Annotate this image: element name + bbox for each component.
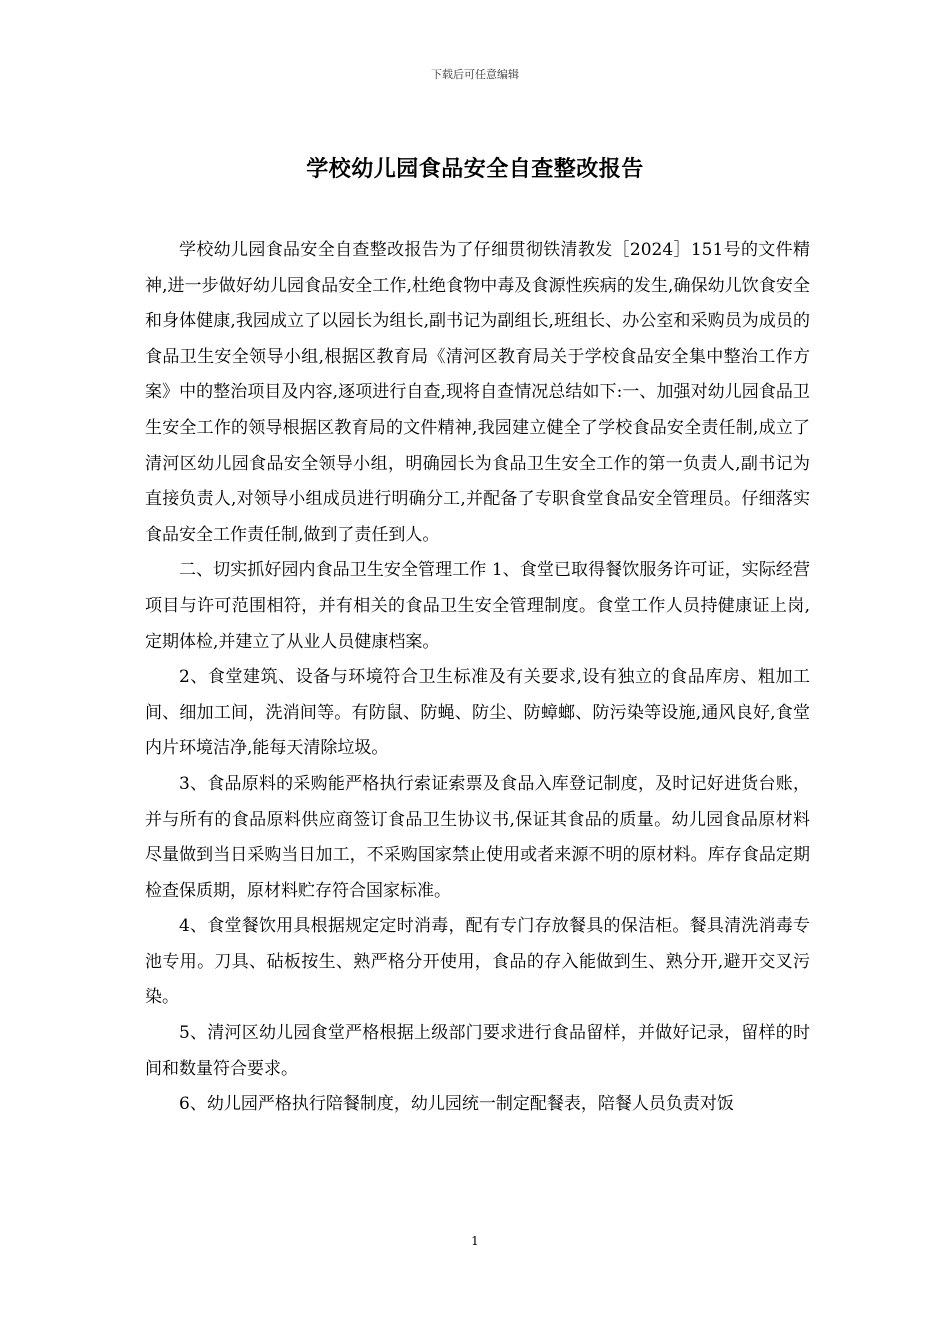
document-title: 学校幼儿园食品安全自查整改报告 <box>306 156 644 182</box>
paragraph: 6、幼儿园严格执行陪餐制度，幼儿园统一制定配餐表，陪餐人员负责对饭 <box>179 1094 734 1115</box>
paragraph: 5、清河区幼儿园食堂严格根据上级部门要求进行食品留样，并做好记录，留样的时间和数量符合要求。 <box>145 1023 810 1079</box>
paragraph: 二、切实抓好园内食品卫生安全管理工作 1、食堂已取得餐饮服务许可证，实际经营项目与许可范围相符，并有相关的食品卫生安全管理制度。食堂工作人员持健康证上岗,定期体检,并建立了从业人员健康档案。 <box>145 560 810 652</box>
paragraph: 学校幼儿园食品安全自查整改报告为了仔细贯彻铁清教发［2024］151号的文件精神,进一步做好幼儿园食品安全工作,杜绝食物中毒及食源性疾病的发生,确保幼儿饮食安全和身体健康,我园成立了以园长为组长,副书记为副组长,班组长、办公室和采购员为成员的食品卫生安全领导小组,根据区教育局《清河区教育局关于学校食品安全集中整治工作方案》中的整治项目及内容,逐项进行自查,现将自查情况总结如下:一、加强对幼儿园食品卫生安全工作的领导根据区教育局的文件精神,我园建立健全了学校食品安全责任制,成立了清河区幼儿园食品安全领导小组，明确园长为食品卫生安全工作的第一负责人,副书记为直接负责人,对领导小组成员进行明确分工,并配备了专职食堂食品安全管理员。仔细落实食品安全工作责任制,做到了责任到人。 <box>145 240 810 545</box>
paragraph: 2、食堂建筑、设备与环境符合卫生标准及有关要求,设有独立的食品库房、粗加工间、细加工间，洗消间等。有防鼠、防蝇、防尘、防蟑螂、防污染等设施,通风良好,食堂内片环境洁净,能每天清除垃圾。 <box>145 667 810 759</box>
paragraph: 3、食品原料的采购能严格执行索证索票及食品入库登记制度，及时记好进货台账，并与所有的食品原料供应商签订食品卫生协议书,保证其食品的质量。幼儿园食品原材料尽量做到当日采购当日加工，不采购国家禁止使用或者来源不明的原材料。库存食品定期检查保质期，原材料贮存符合国家标准。 <box>145 773 810 901</box>
paragraph: 4、食堂餐饮用具根据规定定时消毒，配有专门存放餐具的保洁柜。餐具清洗消毒专池专用。刀具、砧板按生、熟严格分开使用，食品的存入能做到生、熟分开,避开交叉污染。 <box>145 916 810 1008</box>
header-note: 下载后可任意编辑 <box>431 68 519 81</box>
page-number: 1 <box>471 1234 479 1248</box>
document-body <box>145 233 810 1123</box>
